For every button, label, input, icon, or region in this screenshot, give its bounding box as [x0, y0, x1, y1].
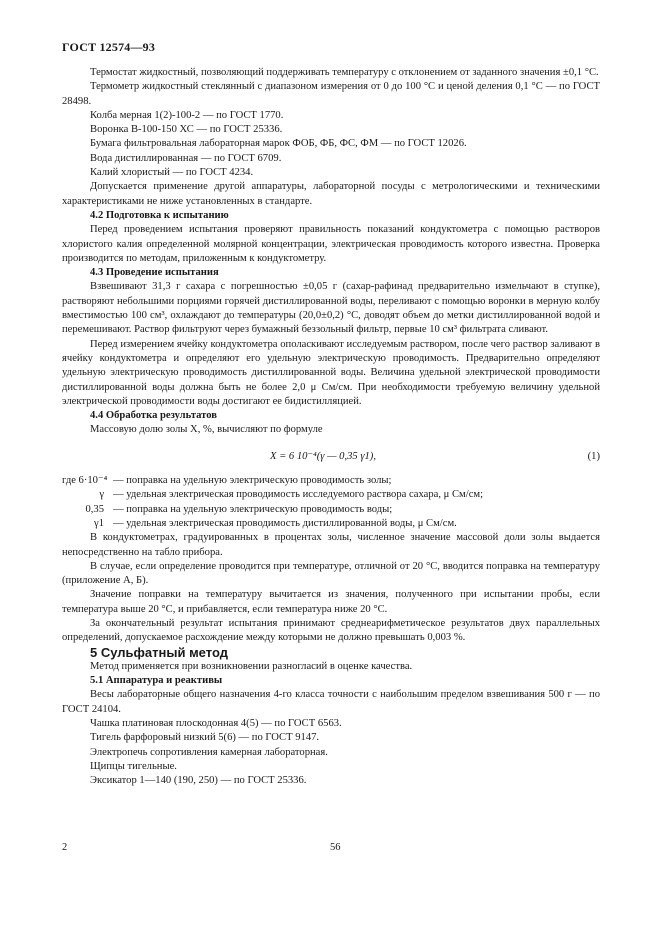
formula-definitions [62, 474, 600, 531]
equipment-flask: Колба мерная 1(2)-100-2 — по ГОСТ 1770. [90, 109, 284, 121]
equipment-distilled-water: Вода дистиллированная — по ГОСТ 6709. [90, 152, 282, 164]
equipment-filter-paper: Бумага фильтровальная лабораторная марок ФОБ, ФБ, ФС, ФМ — по ГОСТ 12026. [90, 138, 467, 150]
equipment-funnel: Воронка В-100-150 ХС — по ГОСТ 25336. [90, 124, 283, 136]
sulfate-intro: Метод применяется при возникновении разногласий в оценке качества. [90, 660, 413, 672]
procedure-paragraph-1: Взвешивают 31,3 г сахара с погрешностью ±0,05 г (сахар-рафинад предварительно измельчают в ступке), растворяют небольшими порциями горячей дистиллированной воды, переливают с помощью воронки в мерную колбу вместимостью 100 см³, охлаждают до температуры (20,0±0,2) °С, доводят объем до метки дистиллированной водой и перемешивают. Раствор фильтруют через бумажный беззольный фильтр, первые 10 см³ фильтрата сливают. [62, 281, 600, 336]
definition-symbol: γ1 [94, 517, 104, 529]
sulfate-item-scales: Весы лабораторные общего назначения 4-го класса точности с наибольшим пределом взвешивания 500 г — по ГОСТ 24104. [62, 689, 600, 715]
definition-text: — поправка на удельную электрическую проводимость золы; [113, 475, 392, 487]
equipment-thermostat: Термостат жидкостный, позволяющий поддерживать температуру с отклонением от заданного значения ±0,1 °С. [90, 67, 599, 78]
definition-gamma [62, 488, 600, 502]
results-paragraph-3: Значение поправки на температуру вычитается из значения, полученного при испытании пробы, если температура выше 20 °С, и прибавляется, если температура ниже 20 °С. [62, 589, 600, 615]
results-paragraph-4: За окончательный результат испытания принимают среднеарифметическое результатов двух параллельных определений, допускаемое расхождение между которыми не должно превышать 0,003 %. [62, 617, 600, 644]
formula-number: (1) [587, 450, 600, 462]
page-number-center: 56 [330, 842, 341, 853]
page-number-left: 2 [62, 842, 68, 853]
equipment-potassium-chloride: Калий хлористый — по ГОСТ 4234. [90, 167, 254, 179]
sulfate-item-tongs: Щипцы тигельные. [90, 760, 177, 772]
definition-gamma1 [62, 517, 600, 531]
sulfate-item-desiccator: Эксикатор 1—140 (190, 250) — по ГОСТ 25336. [90, 775, 307, 787]
heading-4-2: 4.2 Подготовка к испытанию [90, 209, 229, 221]
document-body [62, 66, 600, 789]
procedure-paragraph-2: Перед измерением ячейку кондуктометра ополаскивают исследуемым раствором, после чего раствор заливают в ячейку кондуктометра и определяют его удельную электрическую проводимость. Предварительно определяют удельную электрическую проводимость дистиллированной воды. Величина удельной электрической проводимости дистиллированной воды должна быть не более 2,0 μ См/см. При необходимости требуемую величину удельной электрической проводимости воды достигают ее бидистилляцией. [62, 338, 600, 407]
definition-text: — поправка на удельную электрическую проводимость воды; [113, 503, 393, 515]
sulfate-item-platinum-dish: Чашка платиновая плоскодонная 4(5) — по ГОСТ 6563. [90, 718, 342, 730]
definition-coefficient [62, 474, 600, 488]
definition-symbol: где 6·10⁻⁴ [62, 475, 108, 487]
heading-5-1: 5.1 Аппаратура и реактивы [90, 675, 223, 687]
definition-symbol: γ [99, 489, 104, 501]
document-header: ГОСТ 12574—93 [62, 40, 156, 54]
sulfate-item-furnace: Электропечь сопротивления камерная лабораторная. [90, 746, 328, 758]
formula-expression: X = 6 10⁻⁴(γ — 0,35 γ1), [270, 450, 376, 462]
heading-4-3: 4.3 Проведение испытания [90, 267, 219, 279]
equipment-thermometer: Термометр жидкостный стеклянный с диапазоном измерения от 0 до 100 °С и ценой деления 0,1 °С — по ГОСТ 28498. [62, 81, 600, 107]
definition-text: — удельная электрическая проводимость дистиллированной воды, μ См/см. [113, 517, 457, 529]
heading-4-4: 4.4 Обработка результатов [90, 410, 217, 422]
heading-section-5: 5 Сульфатный метод [90, 644, 228, 660]
formula-intro: Массовую долю золы X, %, вычисляют по формуле [90, 424, 323, 436]
results-paragraph-2: В случае, если определение проводится при температуре, отличной от 20 °С, вводится поправка на температуру (приложение А, Б). [62, 560, 600, 587]
definition-text: — удельная электрическая проводимость исследуемого раствора сахара, μ См/см; [113, 489, 484, 501]
results-paragraph-1: В кондуктометрах, градуированных в процентах золы, численное значение массовой доли золы выдается непосредственно на табло прибора. [62, 532, 600, 558]
sulfate-item-crucible: Тигель фарфоровый низкий 5(6) — по ГОСТ 9147. [90, 732, 320, 744]
definition-symbol: 0,35 [85, 503, 104, 515]
preparation-text: Перед проведением испытания проверяют правильность показаний кондуктометра с помощью растворов хлористого калия определенной молярной концентрации, электрическая проводимость которого известна. Проверка производится по методам, приложенным к кондуктометру. [62, 224, 600, 264]
definition-water-correction [62, 503, 600, 517]
equipment-allowance: Допускается применение другой аппаратуры, лабораторной посуды с метрологическими и техническими характеристиками не ниже установленных в стандарте. [62, 181, 600, 207]
formula-1 [62, 450, 600, 464]
